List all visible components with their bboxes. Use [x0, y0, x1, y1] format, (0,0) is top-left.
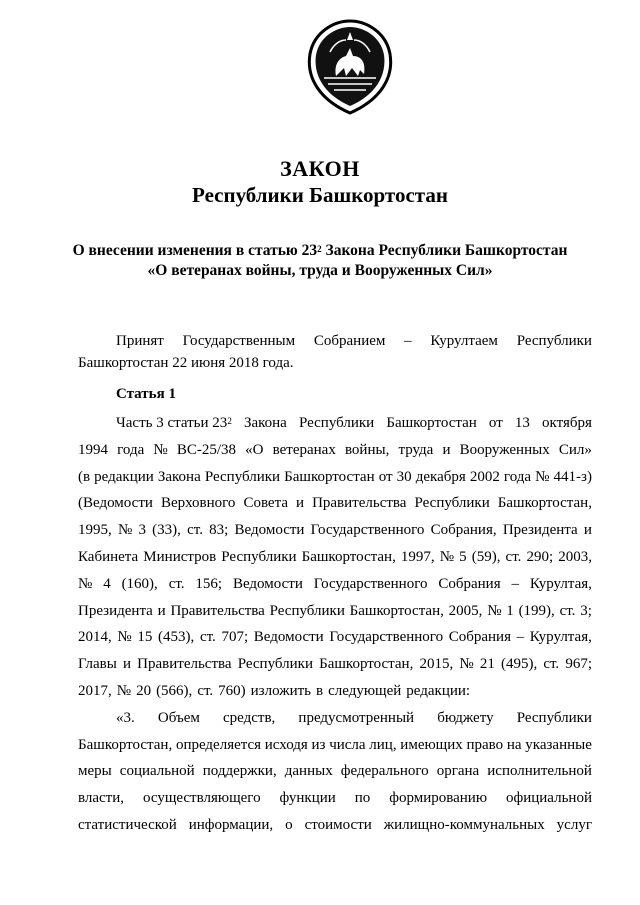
article-body [78, 410, 592, 839]
adoption-note: Принят Государственным Собранием – Курултаем Республики Башкортостан 22 июня 2018 года. [78, 333, 592, 371]
quote-line: статистической информации, о стоимости жилищно-коммунальных услуг [78, 816, 592, 833]
article-line: 1995, № 3 (33), ст. 83; Ведомости Государственного Собрания, Президента и [78, 522, 592, 539]
law-heading-line-1: О внесении изменения в статью $23^2$ Закона Республики Башкортостан [72, 242, 568, 259]
article-line: Главы и Правительства Республики Башкортостан, 2015, № 21 (495), ст. 967; [78, 656, 592, 673]
article-title: Статья 1 [116, 386, 176, 402]
coat-of-arms-icon [306, 18, 394, 116]
article-line: (в редакции Закона Республики Башкортостан от 30 декабря 2002 года № 441-з) [78, 468, 592, 485]
document-subtitle: Республики Башкортостан [192, 183, 448, 207]
quote-line: «3. Объем средств, предусмотренный бюджету Республики [116, 709, 592, 726]
quote-line: Башкортостан, определяется исходя из числа лиц, имеющих право на указанные [78, 736, 592, 753]
quote-line: меры социальной поддержки, данных федерального органа исполнительной [78, 763, 592, 780]
article-line: Президента и Правительства Республики Башкортостан, 2005, № 1 (199), ст. 3; [78, 602, 592, 619]
article-line: 2017, № 20 (566), ст. 760) изложить в следующей редакции: [78, 682, 471, 699]
article-line: № 4 (160), ст. 156; Ведомости Государственного Собрания – Курултая, [78, 575, 592, 592]
article-line: 2014, № 15 (453), ст. 707; Ведомости Государственного Собрания – Курултая, [78, 629, 592, 646]
quote-line: власти, осуществляющего функции по формированию официальной [78, 790, 592, 807]
article-line: 1994 года № ВС-25/38 «О ветеранах войны, труда и Вооруженных Сил» [78, 441, 592, 458]
law-heading-line-2: «О ветеранах войны, труда и Вооруженных Сил» [147, 262, 493, 279]
article-line: Кабинета Министров Республики Башкортостан, 1997, № 5 (59), ст. 290; 2003, [78, 548, 592, 565]
article-line: Часть 3 статьи $23^2$ Закона Республики Башкортостан от 13 октября [116, 415, 592, 431]
document-title: ЗАКОН [280, 156, 360, 181]
article-line: (Ведомости Верховного Совета и Правительства Республики Башкортостан, [78, 495, 592, 512]
